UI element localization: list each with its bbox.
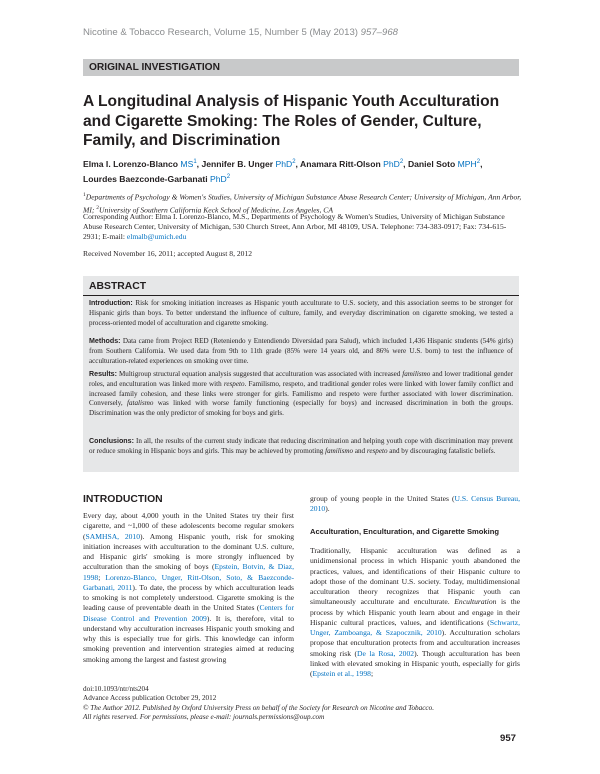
page-number: 957	[500, 733, 517, 744]
section-tag: ORIGINAL INVESTIGATION	[83, 59, 519, 76]
citation-link[interactable]: Centers for Disease Control and Prevention 2009	[83, 603, 294, 623]
author-name: Elma I. Lorenzo-Blanco	[83, 158, 179, 169]
rights: All rights reserved. For permissions, please e-mail: journals.permissions@oup.com	[83, 713, 325, 722]
introduction-paragraph: Every day, about 4,000 youth in the United States try their first cigarette, and ~1,000 of these adolescents become regular smokers (SAMHSA, 2010). Among Hispanic youth, risk for smoking initiation increases with acculturation to the dominant U.S. culture, and Hispanic girls' smoking is more strongly influenced by acculturation than the smoking of boys (Epstein, Botvin, & Diaz, 1998; Lorenzo-Blanco, Unger, Ritt-Olson, Soto, & Baezconde-Garbanati, 2011). To date, the process by which acculturation leads to smoking is not completely understood. Cigarette smoking is the leading cause of preventable death in the United States (Centers for Disease Control and Prevention 2009). It is, therefore, vital to understand why acculturation increases Hispanic youth smoking and why this is especially true for girls. This knowledge can inform smoking prevention and intervention strategies aimed at reducing smoking among the largest and fastest growing	[83, 511, 295, 664]
citation-link[interactable]: De la Rosa, 2002	[357, 648, 415, 658]
author-email-link[interactable]: elmalb@umich.edu	[126, 232, 187, 241]
advance-access: Advance Access publication October 29, 2012	[83, 694, 217, 703]
citation-link[interactable]: Schwartz, Unger, Zamboanga, & Szapocznik, 2010	[310, 617, 520, 637]
author-name: Jennifer B. Unger	[201, 158, 274, 169]
subsection-heading: Acculturation, Enculturation, and Cigarette Smoking	[310, 527, 500, 536]
article-footer	[83, 685, 434, 723]
citation-link[interactable]: SAMHSA, 2010	[85, 531, 141, 541]
article-title: A Longitudinal Analysis of Hispanic Youth Acculturation and Cigarette Smoking: The Roles of Gender, Culture, Family, and Discrimination	[83, 93, 500, 149]
citation-link[interactable]: Lorenzo-Blanco, Unger, Ritt-Olson, Soto, & Baezconde-Garbanati, 2011	[83, 572, 294, 592]
author-degree: PhD	[210, 173, 227, 184]
author-name: Lourdes Baezconde-Garbanati	[83, 173, 208, 184]
introduction-heading: INTRODUCTION	[83, 494, 163, 505]
abstract-conclusions: Conclusions: In all, the results of the current study indicate that reducing discrimination and helping youth cope with discrimination may prevent or reduce smoking in Hispanic boys and girls. This may be achieved by promoting familismo and respeto and by discouraging fatalistic beliefs.	[89, 437, 513, 455]
corresponding-author: Corresponding Author: Elma I. Lorenzo-Blanco, M.S., Departments of Psychology & Women's Studies, University of Michigan Substance Abuse Research Center, University of Michigan, 530 Church Street, Ann Arbor, MI 48109, USA. Telephone: 734-383-0917; Fax: 734-615-2931; E-mail: elmalb@umich.edu	[83, 212, 507, 241]
citation-link[interactable]: Epstein et al., 1998	[312, 669, 371, 678]
doi: doi:10.1093/ntr/nts204	[83, 685, 149, 693]
page-range: 957–968	[360, 27, 399, 38]
author-degree: PhD	[383, 158, 400, 169]
copyright: © The Author 2012. Published by Oxford University Press on behalf of the Society for Research on Nicotine and Tobacco.	[83, 703, 435, 712]
received-dates: Received November 16, 2011; accepted August 8, 2012	[83, 249, 253, 258]
affiliations: $^1$Departments of Psychology & Women's Studies, University of Michigan Substance Abuse Research Center; University of Michigan, Ann Arbor, MI; $^2$University of Southern California Keck School of Medicine, Los Angeles, CA	[83, 192, 522, 215]
abstract-divider	[83, 295, 519, 296]
author-degree: MPH	[457, 158, 477, 169]
author-name: Anamara Ritt-Olson	[300, 158, 381, 169]
introduction-continued: group of young people in the United States (U.S. Census Bureau, 2010).	[310, 494, 520, 514]
author-degree: PhD	[275, 158, 293, 169]
abstract-results: Results: Multigroup structural equation analysis suggested that acculturation was associated with increased familismo and lower traditional gender roles, and enculturation was linked more with respeto. Familismo, respeto, and traditional gender roles were linked with lower family conflict and increased family cohesion, and these links were stronger for girls. Familismo and respeto were further associated with lower discrimination. Conversely, fatalismo was linked with worse family functioning (especially for boys) and increased discrimination in both the groups. Discrimination was the only predictor of smoking for boys and girls.	[89, 370, 514, 418]
citation-link[interactable]: Epstein, Botvin, & Diaz, 1998	[83, 562, 294, 582]
abstract-introduction: Introduction: Risk for smoking initiation increases as Hispanic youth acculturate to U.S. society, and this association seems to be stronger for Hispanic girls than boys. To better understand the influence of culture, family, and everyday discrimination on cigarette smoking, we tested a process-oriented model of acculturation and cigarette smoking.	[89, 299, 513, 327]
author-name: Daniel Soto	[407, 158, 456, 169]
abstract-methods: Methods: Data came from Project RED (Reteniendo y Entendiendo Diversidad para Salud), which included 1,436 Hispanic students (54% girls) from Southern California. We used data from 9th to 11th grade (85% were 14 years old, and 86% were U.S. born) to test the influence of acculturation-related experiences on smoking over time.	[89, 337, 513, 365]
subsection-paragraph: Traditionally, Hispanic acculturation was defined as a unidimensional process in which Hispanic youth abandoned the practices, values, and identifications of their Hispanic culture to adopt those of the dominant U.S. society. Today, multidimensional acculturation theory recognizes that Hispanic youth can simultaneously acculturate and enculturate. Enculturation is the process by which Hispanic youth learn about and engage in their Hispanic cultural practices, values, and identifications (Schwartz, Unger, Zamboanga, & Szapocznik, 2010). Acculturation scholars propose that enculturation protects from and acculturation increases smoking risk (De la Rosa, 2002). Though acculturation has been linked with elevated smoking in Hispanic youth, especially for girls (Epstein et al., 1998;	[310, 546, 520, 678]
abstract-heading: ABSTRACT	[89, 281, 147, 292]
author-degree: MS	[180, 158, 194, 169]
journal-citation: Nicotine & Tobacco Research, Volume 15, Number 5 (May 2013) 957–968	[83, 27, 399, 38]
author-list: Elma I. Lorenzo-Blanco $MS^1$, Jennifer B. Unger PhD$^2$, Anamara Ritt-Olson PhD$^2$, Daniel Soto MPH$^2$, Lourdes Baezconde-Garbanati PhD$^2$	[83, 158, 483, 184]
citation-link[interactable]: U.S. Census Bureau, 2010	[310, 494, 520, 514]
